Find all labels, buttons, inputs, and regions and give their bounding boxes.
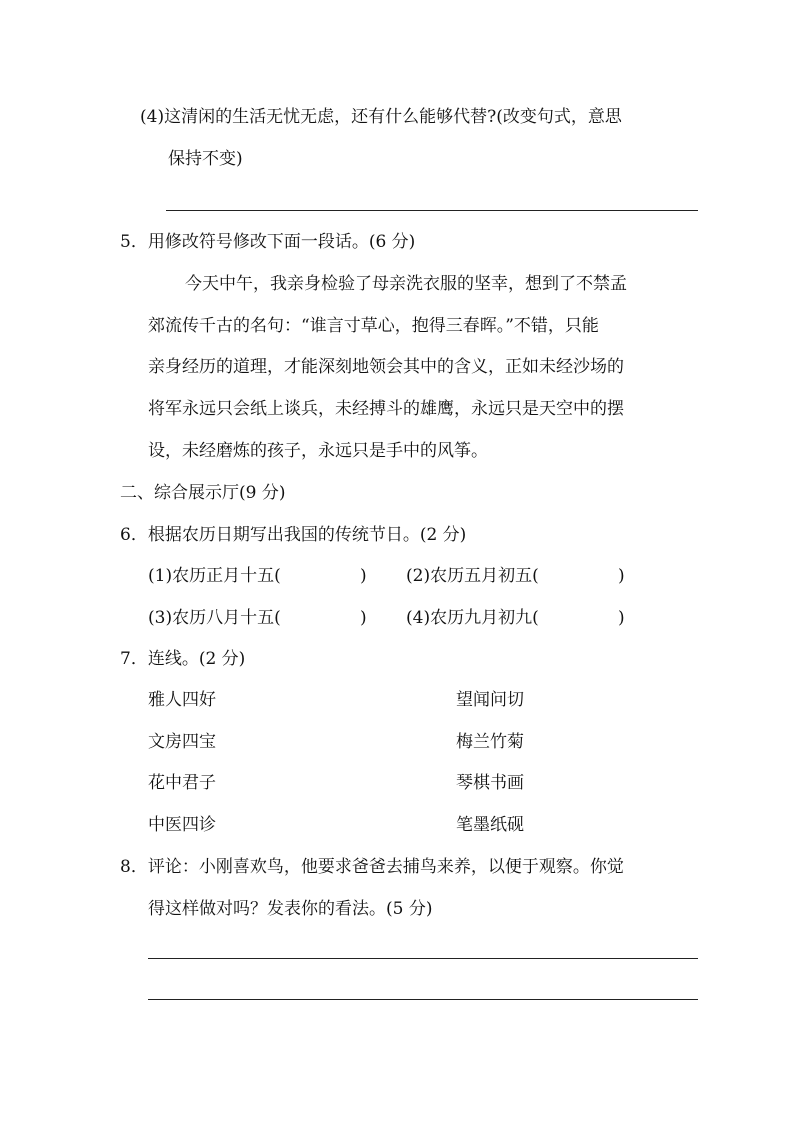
q7-right-item-1[interactable]: 望闻问切 (456, 690, 524, 710)
q5-paragraph-line-2: 郊流传千古的名句：“谁言寸草心，抱得三春晖。”不错，只能 (148, 316, 599, 336)
q6-item-2: (2)农历五月初五( (406, 566, 539, 586)
q7-right-item-4[interactable]: 笔墨纸砚 (456, 815, 524, 835)
q5-paragraph-line-5: 设，未经磨炼的孩子，永远只是手中的风筝。 (148, 441, 488, 461)
q6-item-3-close: ) (360, 608, 367, 628)
q7-number: 7． (120, 649, 148, 669)
q8-answer-line-2[interactable] (148, 999, 698, 1000)
q8-prompt-text: 评论：小刚喜欢鸟，他要求爸爸去捕鸟来养，以便于观察。你觉 (147, 857, 624, 877)
q8-answer-line-1[interactable] (148, 958, 698, 959)
q6-item-2-close: ) (618, 566, 625, 586)
q4-answer-line[interactable] (166, 210, 698, 211)
q7-left-item-4[interactable]: 中医四诊 (148, 815, 216, 835)
q8-prompt-line1 (120, 855, 624, 879)
q5-paragraph-line-4: 将军永远只会纸上谈兵，未经搏斗的雄鹰，永远只是天空中的摆 (148, 399, 624, 419)
q6-prompt (120, 523, 466, 547)
q5-prompt-text: 用修改符号修改下面一段话。(6 分) (147, 232, 416, 252)
q5-number: 5． (120, 232, 148, 252)
q7-prompt-text: 连线。(2 分) (147, 649, 246, 669)
q7-left-item-2[interactable]: 文房四宝 (148, 732, 216, 752)
q7-prompt (120, 647, 245, 671)
q5-prompt (120, 230, 415, 254)
q7-right-item-3[interactable]: 琴棋书画 (456, 773, 524, 793)
q5-paragraph-line-3: 亲身经历的道理，才能深刻地领会其中的含义，正如未经沙场的 (148, 357, 624, 377)
q6-item-4: (4)农历九月初九( (406, 608, 539, 628)
q6-item-1-close: ) (360, 566, 367, 586)
section-2-heading: 二、综合展示厅(9 分) (120, 483, 286, 503)
q7-right-item-2[interactable]: 梅兰竹菊 (456, 732, 524, 752)
q6-item-1: (1)农历正月十五( (148, 566, 281, 586)
q6-prompt-text: 根据农历日期写出我国的传统节日。(2 分) (147, 525, 467, 545)
q7-left-item-1[interactable]: 雅人四好 (148, 690, 216, 710)
q6-item-4-close: ) (618, 608, 625, 628)
q6-number: 6． (120, 525, 148, 545)
q8-prompt-line2: 得这样做对吗？发表你的看法。(5 分) (148, 899, 433, 919)
q6-item-3: (3)农历八月十五( (148, 608, 281, 628)
q5-paragraph-line-1: 今天中午，我亲身检验了母亲洗衣服的坚幸，想到了不禁孟 (185, 274, 627, 294)
q4-item-line1: (4)这清闲的生活无忧无虑，还有什么能够代替?(改变句式，意思 (140, 107, 622, 127)
q7-left-item-3[interactable]: 花中君子 (148, 773, 216, 793)
q4-item-line2: 保持不变) (168, 149, 243, 169)
q8-number: 8． (120, 857, 148, 877)
